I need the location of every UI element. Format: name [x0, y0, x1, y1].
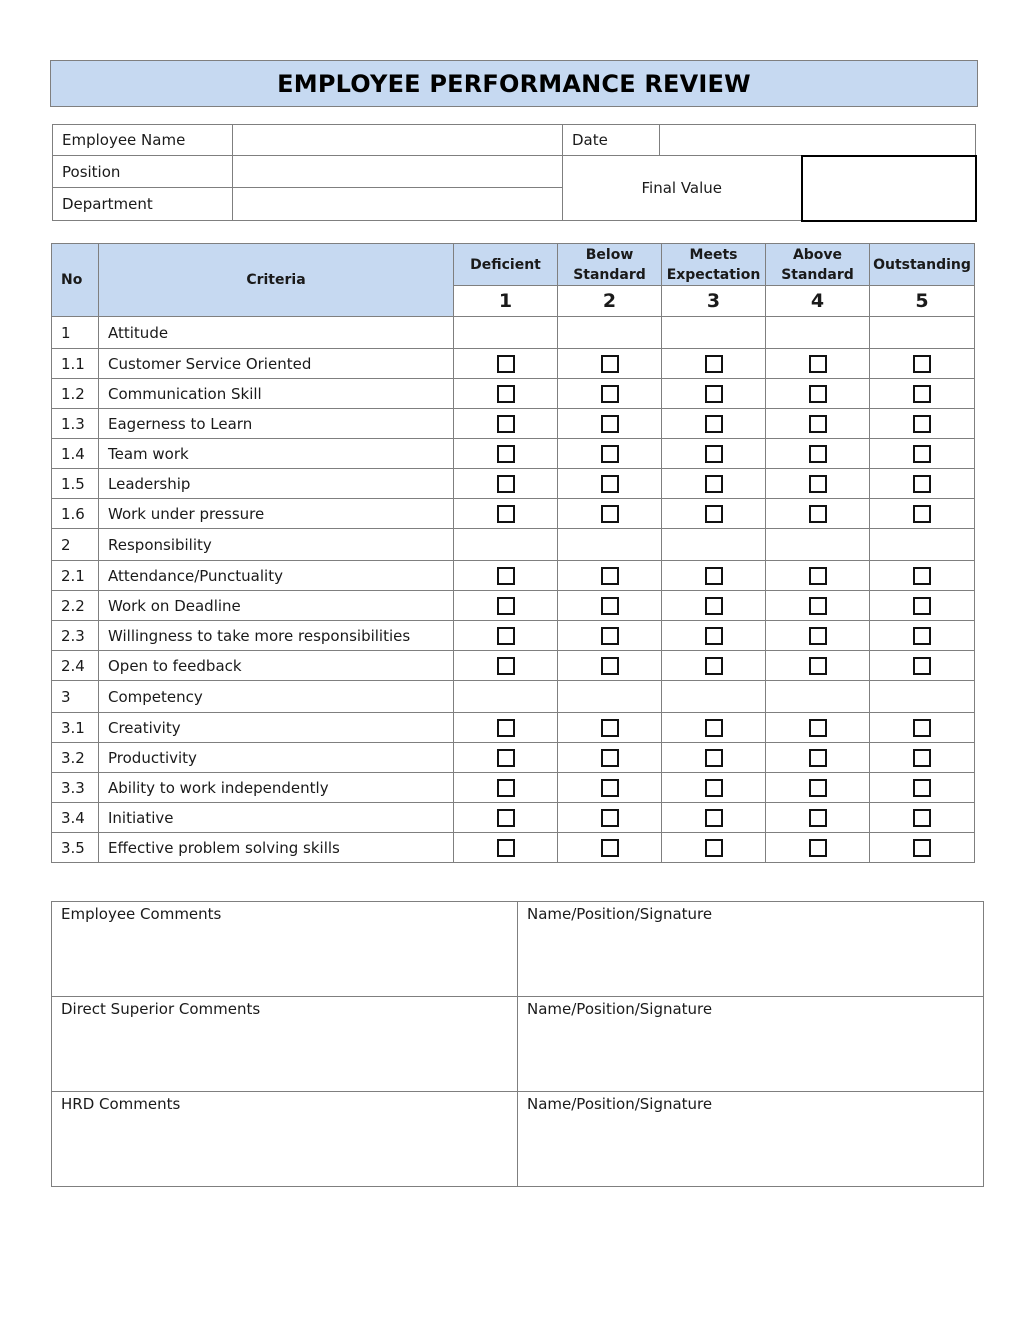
rating-cell-5[interactable]: [870, 773, 975, 803]
rating-checkbox-4[interactable]: [809, 719, 827, 737]
rating-checkbox-5[interactable]: [913, 809, 931, 827]
rating-checkbox-1[interactable]: [497, 597, 515, 615]
rating-cell-1[interactable]: [454, 743, 558, 773]
rating-checkbox-4[interactable]: [809, 657, 827, 675]
section-row: [52, 529, 975, 561]
rating-cell-3[interactable]: [662, 379, 766, 409]
row-number: 3.1: [52, 713, 99, 743]
rating-cell-2[interactable]: [558, 561, 662, 591]
rating-checkbox-1[interactable]: [497, 567, 515, 585]
rating-cell-1[interactable]: [454, 379, 558, 409]
rating-checkbox-1[interactable]: [497, 809, 515, 827]
row-label: Productivity: [99, 743, 454, 773]
rating-checkbox-3[interactable]: [705, 749, 723, 767]
rating-cell-3[interactable]: [662, 409, 766, 439]
rating-cell-1[interactable]: [454, 591, 558, 621]
rating-score-4: 4: [766, 286, 870, 317]
rating-cell-4: [766, 529, 870, 561]
rating-checkbox-2[interactable]: [601, 445, 619, 463]
row-number: 2.4: [52, 651, 99, 681]
rating-cell-4[interactable]: [766, 349, 870, 379]
rating-cell-1[interactable]: [454, 621, 558, 651]
rating-checkbox-4[interactable]: [809, 597, 827, 615]
section-row: [52, 681, 975, 713]
rating-cell-5[interactable]: [870, 713, 975, 743]
criteria-row: [52, 833, 975, 863]
criteria-body: [52, 317, 975, 863]
rating-checkbox-1[interactable]: [497, 385, 515, 403]
rating-cell-4: [766, 317, 870, 349]
row-number: 1.6: [52, 499, 99, 529]
rating-cell-2[interactable]: [558, 439, 662, 469]
row-label: Customer Service Oriented: [99, 349, 454, 379]
rating-checkbox-2[interactable]: [601, 597, 619, 615]
rating-checkbox-3[interactable]: [705, 597, 723, 615]
rating-cell-3[interactable]: [662, 773, 766, 803]
rating-cell-1[interactable]: [454, 439, 558, 469]
row-number: 2: [52, 529, 99, 561]
rating-checkbox-5[interactable]: [913, 475, 931, 493]
rating-cell-1: [454, 317, 558, 349]
row-label: Communication Skill: [99, 379, 454, 409]
rating-checkbox-1[interactable]: [497, 719, 515, 737]
hrd-signature-field[interactable]: Name/Position/Signature: [518, 1092, 984, 1187]
department-field[interactable]: [233, 188, 563, 221]
rating-checkbox-3[interactable]: [705, 355, 723, 373]
row-number: 3.2: [52, 743, 99, 773]
rating-checkbox-5[interactable]: [913, 719, 931, 737]
rating-cell-3: [662, 681, 766, 713]
rating-cell-1[interactable]: [454, 803, 558, 833]
rating-cell-2[interactable]: [558, 743, 662, 773]
row-number: 3.5: [52, 833, 99, 863]
rating-checkbox-3[interactable]: [705, 445, 723, 463]
rating-cell-4[interactable]: [766, 561, 870, 591]
rating-checkbox-4[interactable]: [809, 415, 827, 433]
position-label: Position: [53, 156, 233, 188]
rating-checkbox-4[interactable]: [809, 839, 827, 857]
row-number: 1.2: [52, 379, 99, 409]
criteria-row: [52, 803, 975, 833]
row-label: Attitude: [99, 317, 454, 349]
rating-cell-1[interactable]: [454, 499, 558, 529]
superior-signature-field[interactable]: Name/Position/Signature: [518, 997, 984, 1092]
rating-cell-4[interactable]: [766, 409, 870, 439]
rating-checkbox-1[interactable]: [497, 505, 515, 523]
rating-checkbox-5[interactable]: [913, 505, 931, 523]
final-value-label: Final Value: [563, 156, 802, 221]
rating-cell-5[interactable]: [870, 743, 975, 773]
rating-cell-2[interactable]: [558, 469, 662, 499]
rating-cell-5[interactable]: [870, 379, 975, 409]
page-title: EMPLOYEE PERFORMANCE REVIEW: [50, 60, 978, 107]
rating-cell-3[interactable]: [662, 349, 766, 379]
rating-cell-5[interactable]: [870, 499, 975, 529]
rating-cell-2[interactable]: [558, 773, 662, 803]
rating-cell-4[interactable]: [766, 773, 870, 803]
row-number: 1.3: [52, 409, 99, 439]
rating-checkbox-4[interactable]: [809, 475, 827, 493]
rating-checkbox-3[interactable]: [705, 627, 723, 645]
rating-cell-3[interactable]: [662, 833, 766, 863]
rating-score-1: 1: [454, 286, 558, 317]
superior-comments-field[interactable]: Direct Superior Comments: [52, 997, 518, 1092]
rating-cell-2[interactable]: [558, 651, 662, 681]
criteria-row: [52, 439, 975, 469]
rating-cell-3[interactable]: [662, 713, 766, 743]
rating-checkbox-5[interactable]: [913, 749, 931, 767]
rating-checkbox-3[interactable]: [705, 719, 723, 737]
rating-checkbox-1[interactable]: [497, 749, 515, 767]
rating-cell-2[interactable]: [558, 379, 662, 409]
rating-checkbox-1[interactable]: [497, 779, 515, 797]
rating-checkbox-1[interactable]: [497, 627, 515, 645]
rating-cell-5[interactable]: [870, 591, 975, 621]
rating-cell-2[interactable]: [558, 621, 662, 651]
rating-cell-5[interactable]: [870, 833, 975, 863]
row-label: Team work: [99, 439, 454, 469]
rating-cell-4[interactable]: [766, 621, 870, 651]
rating-cell-2[interactable]: [558, 713, 662, 743]
rating-score-2: 2: [558, 286, 662, 317]
rating-cell-5[interactable]: [870, 651, 975, 681]
rating-checkbox-2[interactable]: [601, 779, 619, 797]
rating-cell-4[interactable]: [766, 743, 870, 773]
rating-cell-1[interactable]: [454, 561, 558, 591]
rating-cell-3[interactable]: [662, 591, 766, 621]
row-label: Creativity: [99, 713, 454, 743]
rating-cell-2: [558, 317, 662, 349]
rating-checkbox-1[interactable]: [497, 475, 515, 493]
employee-info-table: [52, 124, 977, 222]
criteria-row: [52, 379, 975, 409]
rating-checkbox-3[interactable]: [705, 809, 723, 827]
rating-cell-3[interactable]: [662, 621, 766, 651]
criteria-row: [52, 469, 975, 499]
rating-cell-2: [558, 681, 662, 713]
rating-checkbox-2[interactable]: [601, 657, 619, 675]
criteria-row: [52, 713, 975, 743]
rating-cell-5[interactable]: [870, 561, 975, 591]
final-value-field[interactable]: [802, 156, 976, 221]
section-row: [52, 317, 975, 349]
row-label: Effective problem solving skills: [99, 833, 454, 863]
rating-label-3: Meets Expectation: [662, 244, 766, 286]
rating-cell-4[interactable]: [766, 379, 870, 409]
employee-name-field[interactable]: [233, 125, 563, 156]
rating-cell-5: [870, 681, 975, 713]
rating-checkbox-4[interactable]: [809, 809, 827, 827]
rating-cell-4: [766, 681, 870, 713]
rating-checkbox-2[interactable]: [601, 627, 619, 645]
row-label: Eagerness to Learn: [99, 409, 454, 439]
rating-checkbox-5[interactable]: [913, 445, 931, 463]
rating-cell-1: [454, 681, 558, 713]
rating-cell-1[interactable]: [454, 651, 558, 681]
rating-cell-1: [454, 529, 558, 561]
row-label: Work on Deadline: [99, 591, 454, 621]
employee-signature-field[interactable]: Name/Position/Signature: [518, 902, 984, 997]
rating-checkbox-1[interactable]: [497, 415, 515, 433]
rating-checkbox-4[interactable]: [809, 627, 827, 645]
criteria-row: [52, 621, 975, 651]
criteria-row: [52, 499, 975, 529]
rating-cell-2[interactable]: [558, 591, 662, 621]
rating-checkbox-2[interactable]: [601, 415, 619, 433]
rating-checkbox-1[interactable]: [497, 355, 515, 373]
rating-checkbox-3[interactable]: [705, 505, 723, 523]
position-field[interactable]: [233, 156, 563, 188]
rating-cell-2[interactable]: [558, 833, 662, 863]
rating-cell-3[interactable]: [662, 469, 766, 499]
rating-checkbox-2[interactable]: [601, 567, 619, 585]
row-number: 1.4: [52, 439, 99, 469]
row-label: Leadership: [99, 469, 454, 499]
rating-checkbox-2[interactable]: [601, 749, 619, 767]
rating-cell-3[interactable]: [662, 803, 766, 833]
no-header: No: [52, 244, 99, 317]
criteria-row: [52, 743, 975, 773]
row-label: Willingness to take more responsibilities: [99, 621, 454, 651]
rating-checkbox-4[interactable]: [809, 567, 827, 585]
row-label: Initiative: [99, 803, 454, 833]
rating-cell-1[interactable]: [454, 833, 558, 863]
rating-checkbox-5[interactable]: [913, 415, 931, 433]
rating-cell-3[interactable]: [662, 743, 766, 773]
criteria-row: [52, 561, 975, 591]
rating-cell-3[interactable]: [662, 651, 766, 681]
rating-checkbox-2[interactable]: [601, 719, 619, 737]
rating-cell-4[interactable]: [766, 713, 870, 743]
rating-cell-3: [662, 529, 766, 561]
rating-cell-3[interactable]: [662, 561, 766, 591]
rating-checkbox-3[interactable]: [705, 475, 723, 493]
rating-checkbox-2[interactable]: [601, 809, 619, 827]
rating-label-2: Below Standard: [558, 244, 662, 286]
rating-checkbox-5[interactable]: [913, 385, 931, 403]
rating-cell-2: [558, 529, 662, 561]
rating-cell-2[interactable]: [558, 409, 662, 439]
rating-label-4: Above Standard: [766, 244, 870, 286]
rating-checkbox-2[interactable]: [601, 475, 619, 493]
rating-cell-5[interactable]: [870, 621, 975, 651]
rating-cell-2[interactable]: [558, 349, 662, 379]
rating-cell-2[interactable]: [558, 803, 662, 833]
comments-table: [51, 901, 984, 1187]
rating-cell-5[interactable]: [870, 439, 975, 469]
rating-checkbox-5[interactable]: [913, 657, 931, 675]
employee-comments-field[interactable]: Employee Comments: [52, 902, 518, 997]
rating-label-5: Outstanding: [870, 244, 975, 286]
employee-name-label: Employee Name: [53, 125, 233, 156]
rating-cell-1[interactable]: [454, 773, 558, 803]
row-number: 2.2: [52, 591, 99, 621]
rating-cell-5: [870, 317, 975, 349]
rating-cell-1[interactable]: [454, 469, 558, 499]
rating-checkbox-3[interactable]: [705, 657, 723, 675]
rating-cell-4[interactable]: [766, 833, 870, 863]
row-label: Competency: [99, 681, 454, 713]
rating-checkbox-2[interactable]: [601, 839, 619, 857]
criteria-table: [51, 243, 975, 863]
row-label: Ability to work independently: [99, 773, 454, 803]
rating-cell-4[interactable]: [766, 439, 870, 469]
rating-checkbox-3[interactable]: [705, 385, 723, 403]
rating-checkbox-4[interactable]: [809, 749, 827, 767]
department-label: Department: [53, 188, 233, 221]
row-number: 1.5: [52, 469, 99, 499]
rating-cell-1[interactable]: [454, 409, 558, 439]
rating-checkbox-1[interactable]: [497, 839, 515, 857]
criteria-row: [52, 773, 975, 803]
rating-cell-4[interactable]: [766, 499, 870, 529]
rating-cell-4[interactable]: [766, 651, 870, 681]
rating-checkbox-4[interactable]: [809, 385, 827, 403]
row-label: Open to feedback: [99, 651, 454, 681]
row-number: 2.3: [52, 621, 99, 651]
row-number: 3.4: [52, 803, 99, 833]
rating-checkbox-2[interactable]: [601, 385, 619, 403]
criteria-row: [52, 591, 975, 621]
rating-cell-5[interactable]: [870, 409, 975, 439]
row-number: 3.3: [52, 773, 99, 803]
rating-checkbox-1[interactable]: [497, 657, 515, 675]
rating-cell-3[interactable]: [662, 439, 766, 469]
rating-checkbox-2[interactable]: [601, 505, 619, 523]
row-number: 1.1: [52, 349, 99, 379]
rating-cell-3: [662, 317, 766, 349]
rating-checkbox-5[interactable]: [913, 567, 931, 585]
rating-cell-5: [870, 529, 975, 561]
rating-checkbox-5[interactable]: [913, 627, 931, 645]
rating-cell-5[interactable]: [870, 469, 975, 499]
rating-cell-3[interactable]: [662, 499, 766, 529]
row-label: Work under pressure: [99, 499, 454, 529]
rating-score-5: 5: [870, 286, 975, 317]
rating-checkbox-5[interactable]: [913, 839, 931, 857]
criteria-header: Criteria: [99, 244, 454, 317]
criteria-row: [52, 651, 975, 681]
rating-cell-1[interactable]: [454, 349, 558, 379]
row-label: Attendance/Punctuality: [99, 561, 454, 591]
rating-cell-1[interactable]: [454, 713, 558, 743]
rating-checkbox-4[interactable]: [809, 505, 827, 523]
rating-cell-5[interactable]: [870, 803, 975, 833]
rating-checkbox-3[interactable]: [705, 567, 723, 585]
rating-cell-2[interactable]: [558, 499, 662, 529]
date-field[interactable]: [660, 125, 976, 156]
rating-label-1: Deficient: [454, 244, 558, 286]
rating-score-3: 3: [662, 286, 766, 317]
rating-checkbox-5[interactable]: [913, 779, 931, 797]
row-label: Responsibility: [99, 529, 454, 561]
criteria-row: [52, 349, 975, 379]
row-number: 2.1: [52, 561, 99, 591]
rating-checkbox-4[interactable]: [809, 779, 827, 797]
row-number: 3: [52, 681, 99, 713]
hrd-comments-field[interactable]: HRD Comments: [52, 1092, 518, 1187]
rating-checkbox-4[interactable]: [809, 355, 827, 373]
rating-checkbox-5[interactable]: [913, 355, 931, 373]
rating-checkbox-3[interactable]: [705, 779, 723, 797]
rating-checkbox-3[interactable]: [705, 415, 723, 433]
rating-cell-4[interactable]: [766, 591, 870, 621]
rating-checkbox-5[interactable]: [913, 597, 931, 615]
rating-cell-5[interactable]: [870, 349, 975, 379]
criteria-row: [52, 409, 975, 439]
rating-checkbox-1[interactable]: [497, 445, 515, 463]
rating-checkbox-3[interactable]: [705, 839, 723, 857]
date-label: Date: [563, 125, 660, 156]
rating-checkbox-4[interactable]: [809, 445, 827, 463]
rating-cell-4[interactable]: [766, 803, 870, 833]
rating-cell-4[interactable]: [766, 469, 870, 499]
row-number: 1: [52, 317, 99, 349]
rating-checkbox-2[interactable]: [601, 355, 619, 373]
